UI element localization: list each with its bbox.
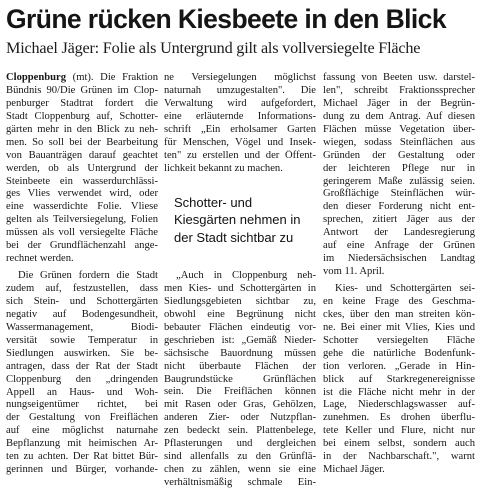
text-line [164, 477, 316, 490]
text-line-content: vom 11. April. [323, 266, 385, 278]
text-line-content: ckes, über den man streiten kön- [323, 308, 475, 320]
text-line-content: geschrieben ist: „Gemäß Nieder- [164, 334, 316, 346]
text-line [164, 270, 316, 283]
text-line [164, 412, 316, 425]
text-line [323, 399, 475, 412]
text-line-content: Michael Jäger in der Begrün- [323, 97, 475, 109]
text-line [323, 296, 475, 309]
text-line [6, 451, 158, 464]
text-line-content: blick auf Starkregenereignisse [323, 373, 475, 385]
text-line-content: der Gestaltung von Freiflächen [6, 412, 158, 424]
text-line-content: Wassermanagement, Biodi- [6, 321, 158, 333]
text-line-content: von Bauanträgen darauf geachtet [6, 149, 158, 161]
text-line [323, 322, 475, 335]
text-line-content: bei der Grundflächenzahl ange- [6, 240, 158, 252]
text-line-content: Siedlungsgebieten sichtbar zu, [164, 295, 316, 307]
text-line-content: Lage, Niederschlagswasser auf- [323, 399, 475, 411]
text-line-content: geringerem Maße zulässig seien. [323, 175, 475, 187]
text-line [164, 150, 316, 163]
text-line-content: müssen als voll versiegelte Fläche [6, 227, 158, 239]
text-line [323, 374, 475, 387]
text-line [6, 270, 158, 283]
text-line-content: sächsische Bauordnung müssen [164, 347, 316, 359]
text-line [323, 283, 475, 296]
text-line [323, 240, 475, 253]
text-line-content: ten zu achten. Der Rat bittet Bür- [6, 451, 158, 463]
text-column-3 [323, 72, 475, 477]
text-line-content: zunehmen. Es drohen überflu- [323, 412, 475, 424]
text-line-content: naturnah umzugestalten". Die [164, 84, 316, 96]
text-line-content: der leichteren Pflege nur in [323, 162, 475, 174]
text-line [6, 72, 158, 85]
text-line [164, 438, 316, 451]
article-subheadline: Michael Jäger: Folie als Untergrund gilt als vollversiegelte Fläche [6, 39, 421, 57]
text-line [323, 348, 475, 361]
text-line [323, 335, 475, 348]
text-line [6, 283, 158, 296]
text-line [6, 124, 158, 137]
text-line-content: anderen Zier- oder Nutzpflan- [164, 412, 316, 424]
text-line-content: wiegen, sodass Steinflächen aus [323, 136, 475, 148]
text-line-content: Bündnis 90/Die Grünen im Clop- [6, 84, 158, 96]
text-line-content: Schotter versiegelten Fläche [323, 334, 475, 346]
text-line [6, 335, 158, 348]
text-line [323, 176, 475, 189]
text-line [164, 374, 316, 387]
text-column-1 [6, 72, 158, 477]
text-line-content: versität sowie Temperatur in [6, 334, 158, 346]
text-line-content: Kies- und Schottergärten sei- [335, 283, 475, 294]
text-line-content: nicht überbaute Flächen der [164, 360, 316, 372]
text-line [164, 425, 316, 438]
text-line [6, 253, 158, 266]
text-line [164, 283, 316, 296]
text-line-content: mit Rasen oder Gras, Gehölzen, [164, 399, 316, 411]
text-line-content: en keine Frage des Geschma- [323, 295, 475, 307]
text-line [164, 111, 316, 124]
text-line [164, 335, 316, 348]
text-line-content: lichkeit bekannt zu machen. [164, 162, 283, 174]
text-line-content: Bepflanzung mit heimischen Ar- [6, 438, 158, 450]
text-line [323, 201, 475, 214]
text-line-content: ne Versiegelungen möglichst [164, 72, 316, 83]
text-line-content: bebauter Flächen eindeutig vor- [164, 321, 316, 333]
text-line-content: zen bedeckt sein. Plattenbelege, [164, 425, 316, 437]
text-line [6, 214, 158, 227]
text-line [323, 451, 475, 464]
text-line-content: für Menschen, Vögel und Insek- [164, 136, 316, 148]
text-line-content: fassung von Beeten usw. darstel- [323, 72, 475, 83]
text-line [164, 399, 316, 412]
text-line [323, 188, 475, 201]
text-line [323, 425, 475, 438]
text-line-content: ges Vlies verwendet wird, oder [6, 188, 158, 200]
text-line-content: gärten mehr in den Blick zu neh- [6, 123, 158, 135]
text-line [164, 296, 316, 309]
text-line-content: Pflasterungen und dergleichen [164, 438, 316, 450]
text-line-content: men Kies- und Schottergärten in [164, 282, 316, 294]
text-line [6, 137, 158, 150]
text-line-content: tete Keller und Flure, nicht nur [323, 425, 475, 437]
text-line-content: Flächen müsse Vegetation über- [323, 123, 475, 135]
text-line [6, 374, 158, 387]
text-line-content: chen zu zählen, wenn sie eine [164, 464, 316, 476]
text-line-content: gerinnen und Bürger, vorhande- [6, 464, 158, 476]
text-line-content: auf eine Anfrage der Grünen [323, 240, 475, 252]
text-line [323, 266, 475, 279]
pull-quote-box [164, 190, 316, 253]
text-line [323, 111, 475, 124]
text-line [6, 201, 158, 214]
text-line [6, 361, 158, 374]
text-line-content: sein. Die Freiflächen können [164, 386, 316, 398]
text-line [6, 348, 158, 361]
text-line [164, 124, 316, 137]
text-line [6, 464, 158, 477]
text-line [164, 98, 316, 111]
text-line-content: rechnet werden. [6, 253, 74, 265]
text-line [6, 111, 158, 124]
text-line-content: Die Grünen fordern die Stadt [18, 270, 158, 282]
text-line-content: eine erläuternde Informations- [164, 110, 316, 122]
text-line [164, 386, 316, 399]
text-line-content: schrift „Ein erholsamer Garten [164, 123, 316, 135]
text-line [164, 464, 316, 477]
text-line-content: Gründen der Gestaltung oder [323, 149, 475, 161]
text-line [323, 361, 475, 374]
text-line-content: Baugrundstücke Grünflächen [164, 373, 316, 385]
text-line [6, 188, 158, 201]
text-line-content: Cloppenburg den „dringenden [6, 373, 158, 385]
text-line-content: negativ auf Bodengesundheit, [6, 308, 158, 320]
text-line-content: Stadt Cloppenburg auf, Schotter- [6, 110, 158, 122]
text-line [323, 253, 475, 266]
text-line [323, 412, 475, 425]
text-line-content: nungseigentümer richtet, bei [6, 399, 158, 411]
text-line [164, 348, 316, 361]
text-line-content: Appell an Haus- und Woh- [6, 386, 158, 398]
text-line-content: Verwaltung wird aufgefordert, [164, 97, 316, 109]
text-line [164, 163, 316, 176]
text-line [323, 137, 475, 150]
text-line-content: Antwort der Landesregierung [323, 227, 475, 239]
text-line-content: len", schreibt Fraktionssprecher [323, 84, 475, 96]
text-line [323, 150, 475, 163]
text-line [164, 72, 316, 85]
text-line [323, 72, 475, 85]
text-line [323, 85, 475, 98]
text-line-content: ten" zu erstellen und der Öffent- [164, 149, 316, 161]
text-line-content: verhältnismäßig schmale Ein- [164, 477, 316, 488]
text-line [6, 176, 158, 189]
article-headline: Grüne rücken Kiesbeete in den Blick [6, 4, 446, 34]
text-line-content: dung zu dem Antrag. Auf diesen [323, 110, 475, 122]
text-line-content: bei einem selbst, sondern auch [323, 438, 475, 450]
text-line [323, 387, 475, 400]
text-line [164, 309, 316, 322]
text-line-content: in der Nachbarschaft.", warnt [323, 451, 475, 463]
text-line [164, 361, 316, 374]
text-line [164, 137, 316, 150]
text-line [6, 163, 158, 176]
text-line [323, 438, 475, 451]
text-line-content: Michael Jäger. [323, 464, 385, 476]
text-line [6, 438, 158, 451]
text-line-content: (mt). Die Fraktion [66, 72, 158, 83]
text-line-content: Großflächige Steinflächen wür- [323, 188, 475, 200]
pull-quote-line: Schotter- und [174, 194, 253, 210]
text-line [164, 85, 316, 98]
text-column-2 [164, 72, 316, 490]
text-line [164, 451, 316, 464]
text-line [323, 227, 475, 240]
text-line-content: auf eine möglichst naturnahe [6, 425, 158, 437]
text-line-content: Steinbeete ein wasserdurchlässi- [6, 175, 158, 187]
text-line-content: ist die Fläche nicht mehr in der [323, 386, 475, 398]
text-line [6, 322, 158, 335]
text-line [6, 85, 158, 98]
text-line [323, 98, 475, 111]
pull-quote-line: Kiesgärten nehmen in [174, 212, 301, 227]
text-line [323, 309, 475, 322]
text-line [323, 163, 475, 176]
text-line [6, 150, 158, 163]
text-line [6, 296, 158, 309]
text-line [323, 464, 475, 477]
text-line-content: im Niedersächsischen Landtag [323, 253, 475, 265]
text-line-content: penburger Stadtrat fordert die [6, 97, 158, 109]
text-line [6, 240, 158, 253]
text-line-content: tion verloren. „Gerade in Hin- [323, 360, 475, 372]
text-line-content: Siedlungen auswirken. Sie be- [6, 347, 158, 359]
text-line-content: den dieser Forderung nicht ent- [323, 201, 475, 213]
text-line-content: sich Stein- und Schottergärten [6, 295, 158, 307]
text-line-content: gelten als Teilversiegelung, Folien [6, 214, 158, 226]
text-line-content: sprechen, zitiert Jäger aus der [323, 214, 475, 226]
text-line [6, 227, 158, 240]
pull-quote-line: der Stadt sichtbar zu [174, 229, 294, 245]
text-line-content: „Auch in Cloppenburg neh- [176, 270, 316, 281]
text-line-content: obwohl eine Begrünung nicht [164, 308, 316, 320]
text-line [6, 309, 158, 322]
text-line [6, 387, 158, 400]
text-line-content: sind allenfalls zu den Grünflä- [164, 451, 316, 463]
text-line-content: ne. Bei einer mit Vlies, Kies und [323, 321, 475, 333]
text-line [323, 214, 475, 227]
text-line-content: gehe die natürliche Bodenfunk- [323, 347, 475, 359]
dateline: Cloppenburg [6, 72, 67, 83]
text-line [6, 399, 158, 412]
text-line-content: zudem auf, festzustellen, dass [6, 283, 158, 294]
text-line [6, 412, 158, 425]
text-line-content: werden, ob als Untergrund der [6, 162, 158, 174]
text-line-content: antragen, dass der Rat der Stadt [6, 360, 158, 372]
text-line [323, 124, 475, 137]
text-line-content: eine wasserdichte Folie. Vliese [6, 201, 158, 213]
text-line-content: men. So soll bei der Bearbeitung [6, 136, 158, 148]
text-line [164, 322, 316, 335]
text-line [6, 425, 158, 438]
text-line [6, 98, 158, 111]
